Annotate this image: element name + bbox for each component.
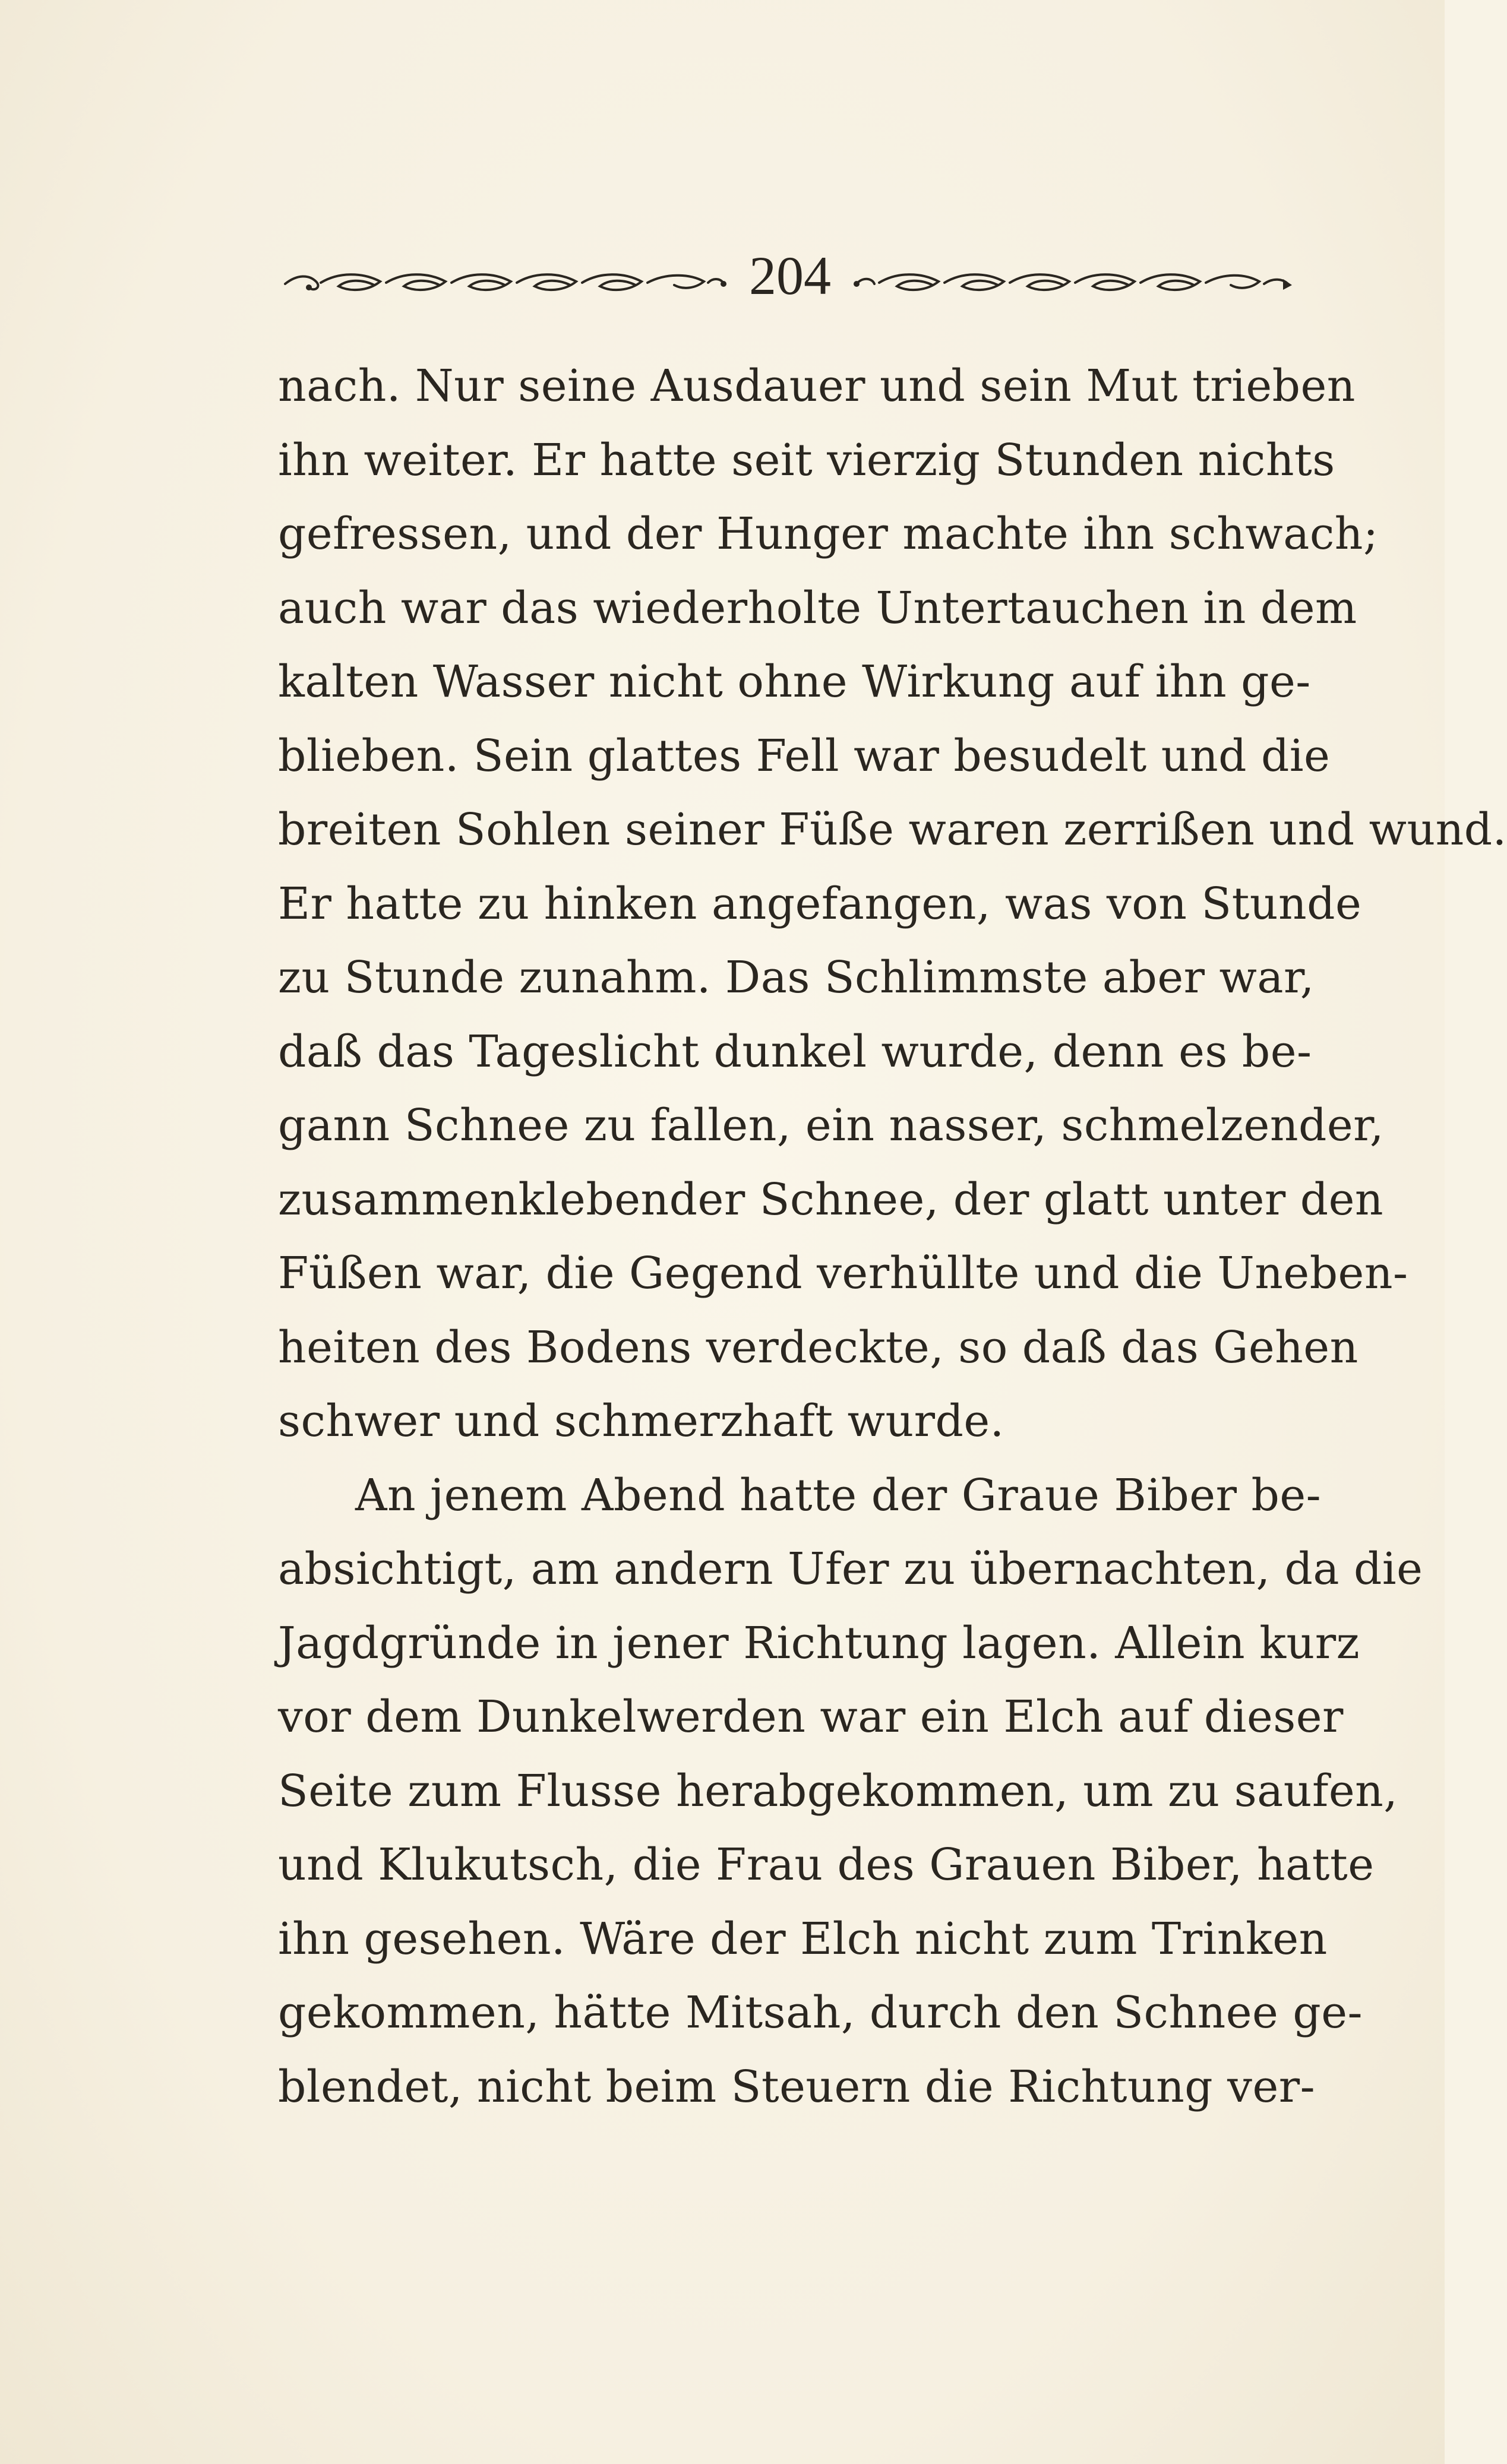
- text-line: und Klukutsch, die Frau des Grauen Biber, hatte: [278, 1839, 1375, 1890]
- text-line: An jenem Abend hatte der Graue Biber be-: [355, 1469, 1322, 1521]
- text-line: schwer und schmerzhaft wurde.: [278, 1396, 1004, 1447]
- text-line: auch war das wiederholte Untertauchen in dem: [278, 582, 1357, 634]
- text-line: Er hatte zu hinken angefangen, was von Stunde: [278, 878, 1362, 929]
- text-line: Jagdgründe in jener Richtung lagen. Allein kurz: [278, 1617, 1360, 1669]
- text-line: gekommen, hätte Mitsah, durch den Schnee ge-: [278, 1987, 1363, 2038]
- text-line: zusammenklebender Schnee, der glatt unter den: [278, 1174, 1384, 1225]
- text-line: absichtigt, am andern Ufer zu übernachten, da die: [278, 1543, 1423, 1595]
- page-header: [279, 238, 1295, 321]
- text-line: blendet, nicht beim Steuern die Richtung ver-: [278, 2061, 1316, 2112]
- text-line: zu Stunde zunahm. Das Schlimmste aber war,: [278, 952, 1315, 1003]
- text-line: gefressen, und der Hunger machte ihn schwach;: [278, 508, 1379, 559]
- text-line: vor dem Dunkelwerden war ein Elch auf dieser: [278, 1691, 1344, 1742]
- text-line: heiten des Bodens verdeckte, so daß das Gehen: [278, 1321, 1358, 1373]
- text-line: nach. Nur seine Ausdauer und sein Mut trieben: [278, 360, 1356, 412]
- text-line: gann Schnee zu fallen, ein nasser, schmelzender,: [278, 1100, 1384, 1151]
- text-line: ihn gesehen. Wäre der Elch nicht zum Trinken: [278, 1913, 1328, 1965]
- scroll-ornament-icon: [279, 261, 731, 303]
- text-line: Seite zum Flusse herabgekommen, um zu saufen,: [278, 1765, 1398, 1817]
- text-line: breiten Sohlen seiner Füße waren zerrißen und wund.: [278, 804, 1507, 855]
- scroll-ornament-icon: [849, 261, 1295, 303]
- body-text: [278, 349, 1507, 2124]
- text-line: ihn weiter. Er hatte seit vierzig Stunden nichts: [278, 434, 1335, 486]
- text-line: kalten Wasser nicht ohne Wirkung auf ihn ge-: [278, 656, 1311, 707]
- text-line: blieben. Sein glattes Fell war besudelt und die: [278, 730, 1331, 782]
- text-line: daß das Tageslicht dunkel wurde, denn es be-: [278, 1026, 1312, 1077]
- text-line: Füßen war, die Gegend verhüllte und die Uneben-: [278, 1248, 1408, 1299]
- page-number: 204: [749, 245, 831, 306]
